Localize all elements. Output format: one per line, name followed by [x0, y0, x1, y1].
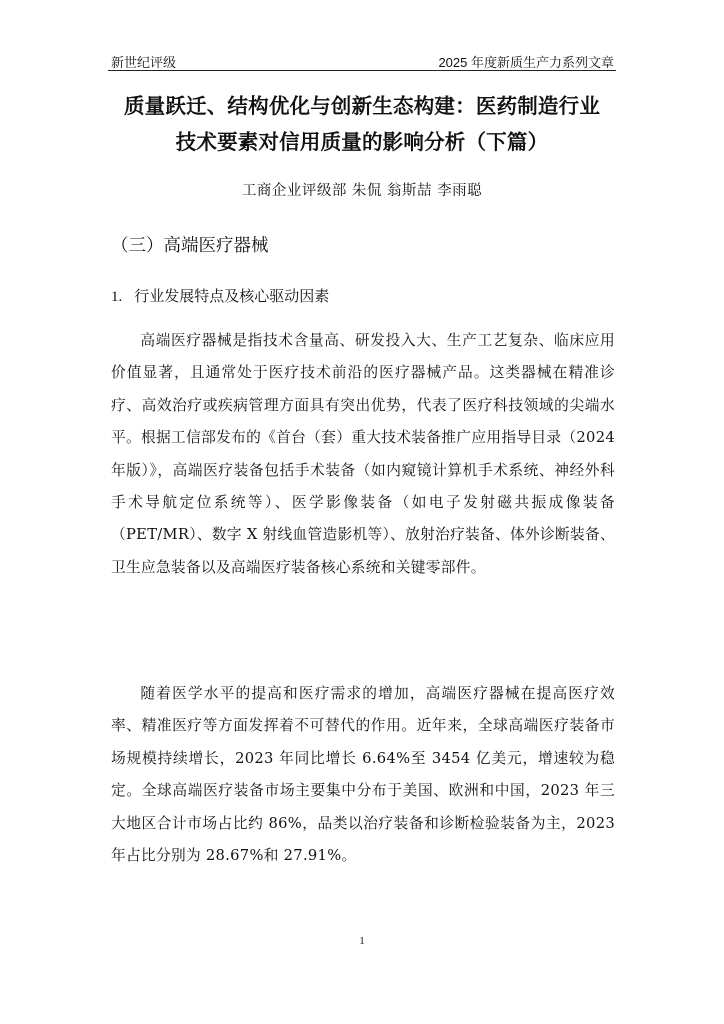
header-org-name: 新世纪评级 — [111, 55, 177, 70]
title-line-1: 质量跃迁、结构优化与创新生态构建：医药制造行业 — [123, 94, 601, 118]
page-number: 1 — [359, 935, 365, 947]
header-divider — [108, 70, 616, 71]
header-series-title: 2025 年度新质生产力系列文章 — [438, 55, 614, 70]
body-paragraph-2: 随着医学水平的提高和医疗需求的增加，高端医疗器械在提高医疗效率、精准医疗等方面发挥着不可替代的作用。近年来，全球高端医疗装备市场规模持续增长，2023 年同比增长 6.64%至 3454 亿美元，增速较为稳定。全球高端医疗装备市场主要集中分布于美国、欧洲和中国，2023 年三大地区合计市场占比约 86%，品类以治疗装备和诊断检验装备为主，2023 年占比分别为 28.67%和 27.91%。 — [111, 685, 615, 865]
running-header — [111, 52, 614, 70]
author-line: 工商企业评级部 朱侃 翁斯喆 李雨聪 — [241, 183, 483, 199]
section-heading: （三）高端医疗器械 — [111, 236, 269, 256]
subsection-number: 1. — [111, 289, 123, 305]
subsection-title: 行业发展特点及核心驱动因素 — [134, 287, 330, 305]
subsection-heading — [111, 285, 329, 306]
title-line-2: 技术要素对信用质量的影响分析（下篇） — [175, 130, 549, 154]
body-paragraph-1: 高端医疗器械是指技术含量高、研发投入大、生产工艺复杂、临床应用价值显著，且通常处于医疗技术前沿的医疗器械产品。这类器械在精准诊疗、高效治疗或疾病管理方面具有突出优势，代表了医疗科技领域的尖端水平。根据工信部发布的《首台（套）重大技术装备推广应用指导目录（2024 年版）》，高端医疗装备包括手术装备（如内窥镜计算机手术系统、神经外科手术导航定位系统等）、医学影像装备（如电子发射磁共振成像装备（PET/MR）、数字 X 射线血管造影机等）、放射治疗装备、体外诊断装备、卫生应急装备以及高端医疗装备核心系统和关键零部件。 — [111, 332, 615, 576]
document-title — [90, 88, 634, 160]
